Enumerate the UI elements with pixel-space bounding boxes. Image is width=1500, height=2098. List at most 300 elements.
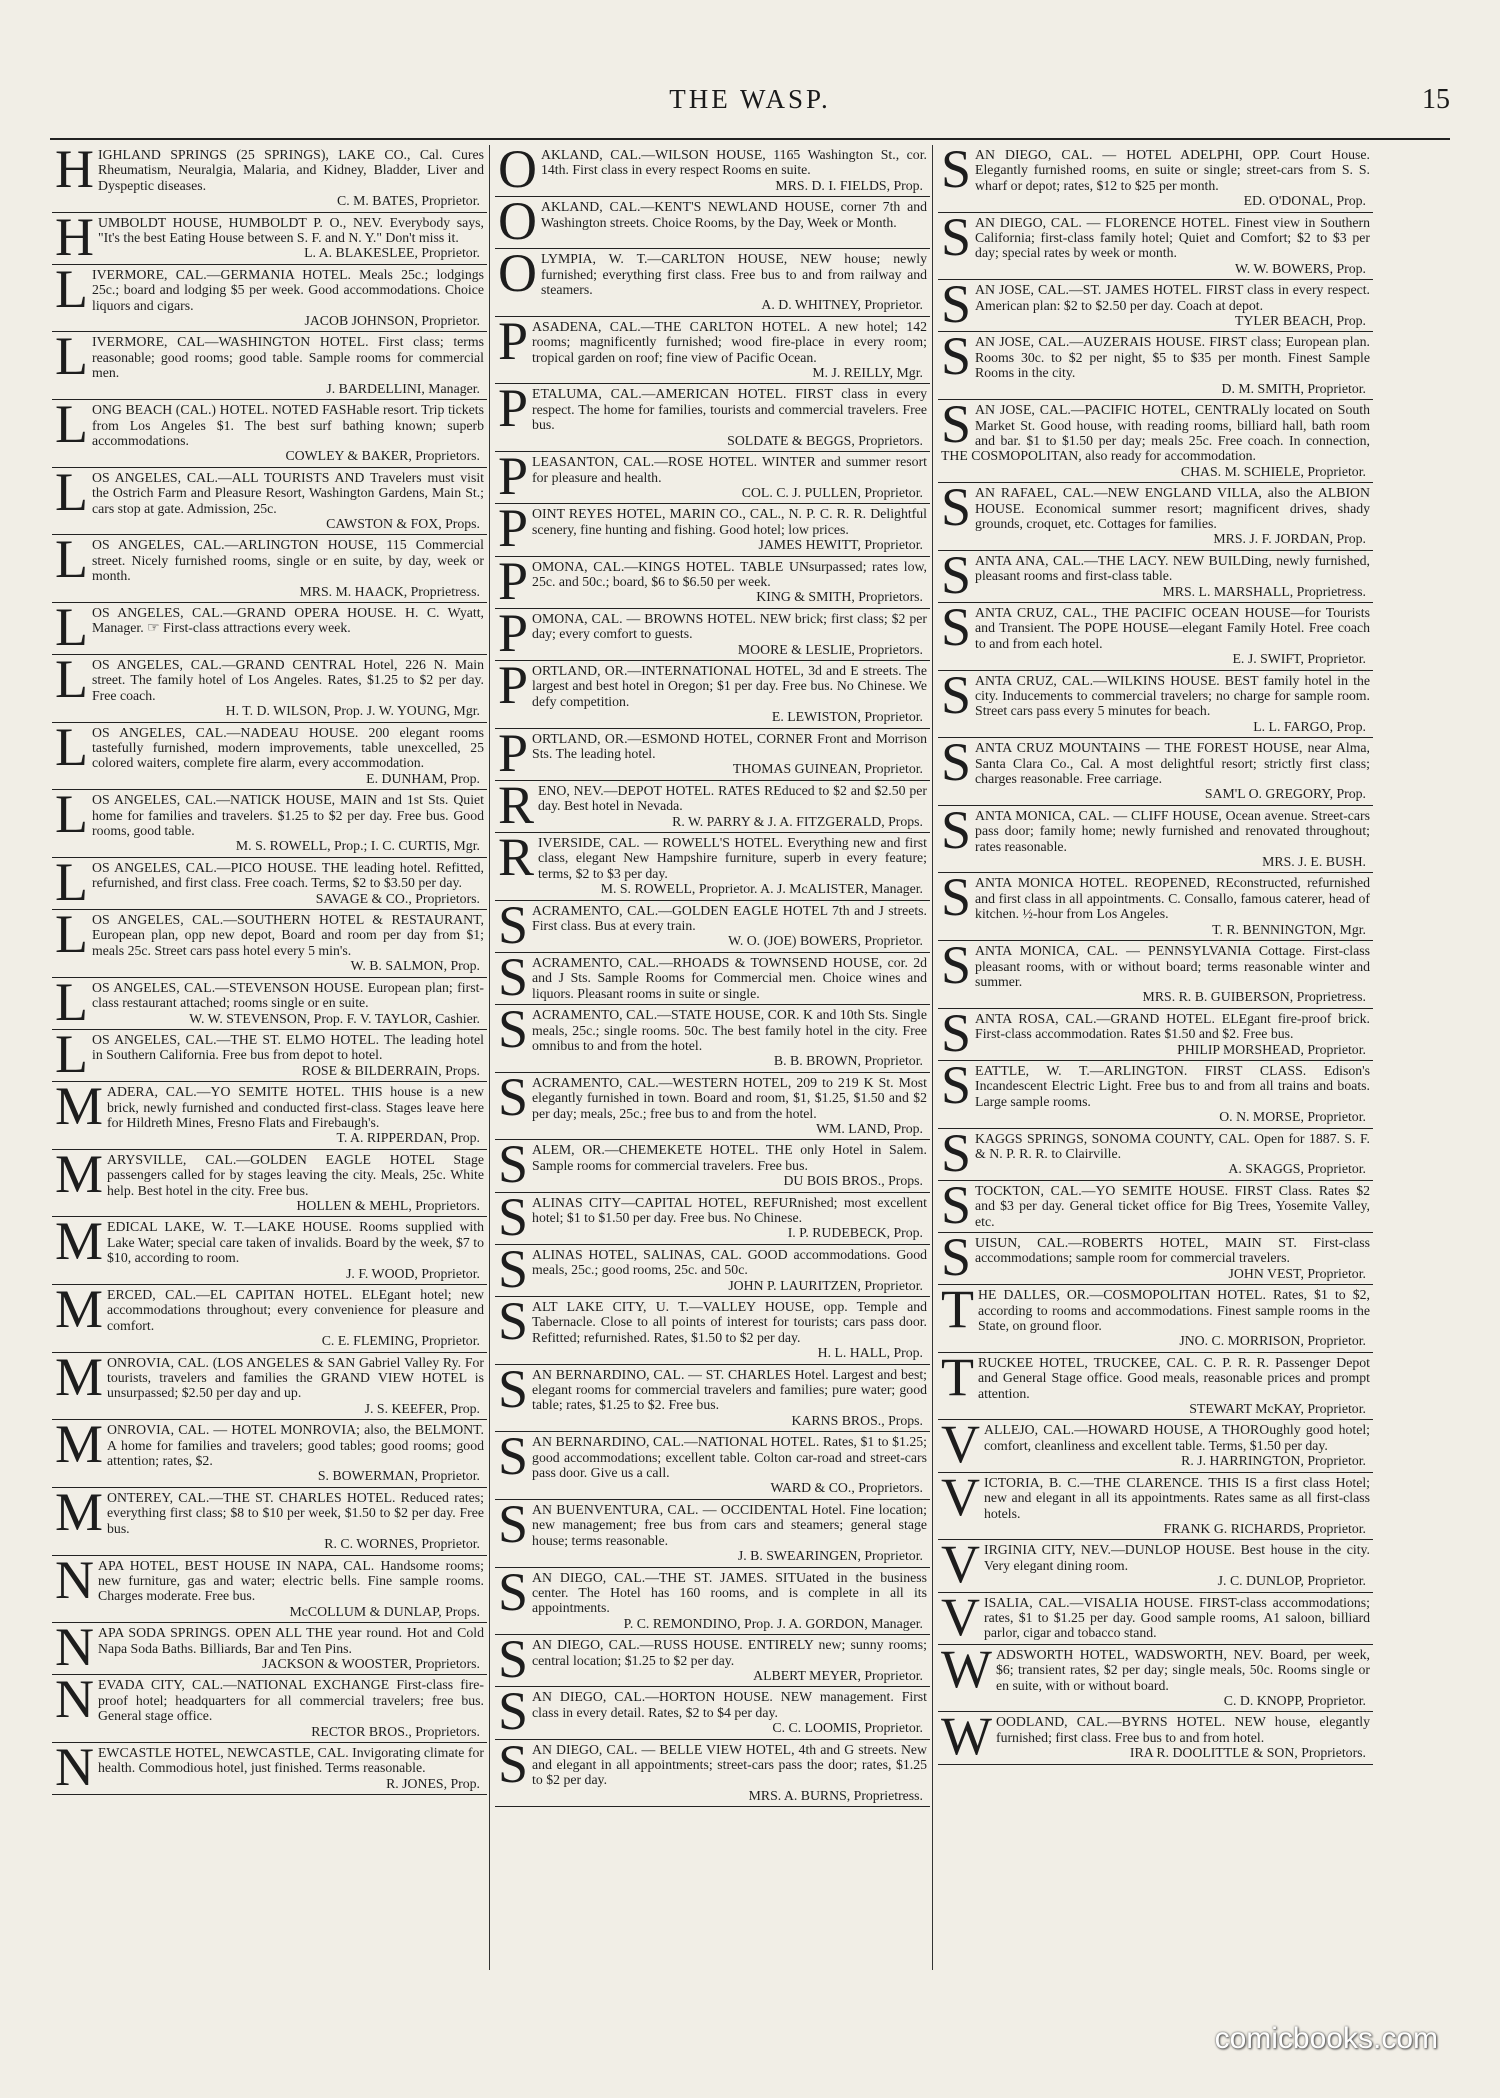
hotel-listing [495, 729, 930, 781]
hotel-listing [52, 858, 487, 910]
hotel-listing [495, 1568, 930, 1636]
listing-text: IVERSIDE, CAL. — ROWELL'S HOTEL. Everything new and first class, elegant New Hampshire furniture, superb in every feature; terms, $2 to $3 per day. [538, 835, 927, 881]
hotel-listing [495, 781, 930, 833]
listing-text: AN DIEGO, CAL.—RUSS HOUSE. ENTIRELY new; sunny rooms; central location; $1.25 to $2 per day. [532, 1637, 927, 1668]
hotel-listing [495, 504, 930, 556]
listing-text: OS ANGELES, CAL.—ALL TOURISTS AND Travelers must visit the Ostrich Farm and Pleasure Resort, Washington Gardens, Main St.; cars stop at gate. Admission, 25c. [92, 469, 484, 516]
proprietor-line: HOLLEN & MEHL, Proprietors. [296, 1197, 480, 1213]
proprietor-line: M. S. ROWELL, Prop.; I. C. CURTIS, Mgr. [235, 838, 480, 854]
listing-text: ACRAMENTO, CAL.—STATE HOUSE, COR. K and 10th Sts. Single meals, 25c.; single rooms. 50c. The best family hotel in the city. Free omnibus to and from the hotel. [532, 1007, 927, 1053]
proprietor-line: H. T. D. WILSON, Prop. J. W. YOUNG, Mgr. [225, 703, 480, 719]
hotel-listing [52, 978, 487, 1030]
hotel-listing [495, 452, 930, 504]
hotel-listing [495, 1635, 930, 1687]
hotel-listing [52, 655, 487, 723]
drop-cap-initial: M [55, 1149, 104, 1204]
drop-cap-initial: S [941, 738, 972, 793]
listing-text: OS ANGELES, CAL.—NADEAU HOUSE. 200 elegant rooms tastefully furnished, modern improvements, table unexcelled, 25 colored waiters, complete fire alarm, every accommodation. [92, 724, 484, 771]
drop-cap-initial: S [498, 1192, 529, 1245]
proprietor-line: C. C. LOOMIS, Proprietor. [772, 1720, 923, 1736]
hotel-listing [938, 1712, 1373, 1764]
proprietor-line: J. B. SWEARINGEN, Proprietor. [737, 1548, 923, 1564]
listing-text: AKLAND, CAL.—WILSON HOUSE, 1165 Washington St., cor. 14th. First class in every respect Rooms en suite. [541, 147, 927, 178]
listing-text: AN BERNARDINO, CAL. — ST. CHARLES Hotel. Largest and best; elegant rooms for commercial travelers and families; pure water; good table; rates, $1.25 to $2. Free bus. [532, 1366, 927, 1413]
hotel-listing [495, 1432, 930, 1500]
hotel-listing [52, 1285, 487, 1353]
page-number: 15 [1422, 84, 1450, 115]
drop-cap-initial: V [941, 1540, 980, 1593]
hotel-listing [938, 1593, 1373, 1645]
listing-text: ERCED, CAL.—EL CAPITAN HOTEL. ELEgant hotel; new accommodations throughout; every convenience for pleasure and comfort. [107, 1287, 484, 1333]
drop-cap-initial: N [55, 1555, 94, 1610]
drop-cap-initial: L [55, 264, 88, 319]
hotel-listing [938, 483, 1373, 551]
hotel-listing [938, 873, 1373, 941]
drop-cap-initial: S [941, 1180, 972, 1233]
proprietor-line: MRS. L. MARSHALL, Proprietress. [1162, 583, 1366, 599]
listing-text: ONROVIA, CAL. (LOS ANGELES & SAN Gabriel Valley Ry. For tourists, travelers and families the GRAND VIEW HOTEL is unsurpassed; $2.50 per day and up. [107, 1354, 484, 1401]
listing-text: ANTA MONICA, CAL. — CLIFF HOUSE, Ocean avenue. Street-cars pass door; family home; newly furnished and renovated throughout; rates reasonable. [975, 807, 1370, 854]
listing-text: EDICAL LAKE, W. T.—LAKE HOUSE. Rooms supplied with Lake Water; special care taken of invalids. Board by the week, $7 to $10, according to room. [107, 1219, 484, 1266]
drop-cap-initial: S [941, 602, 972, 657]
listing-text: ISALIA, CAL.—VISALIA HOUSE. FIRST-class accommodations; rates, $1 to $1.25 per day. Good sample rooms, A1 saloon, billiard parlor, cigar and tobacco stand. [984, 1594, 1370, 1641]
listing-text: KAGGS SPRINGS, SONOMA COUNTY, CAL. Open for 1887. S. F. & N. P. R. R. to Clairville. [975, 1130, 1370, 1161]
proprietor-line: W. O. (JOE) BOWERS, Proprietor. [728, 933, 923, 949]
proprietor-line: MRS. J. E. BUSH. [1262, 854, 1366, 870]
listing-text: ONROVIA, CAL. — HOTEL MONROVIA; also, the BELMONT. A home for families and travelers; good tables; good rooms; good attention; rates, $2. [107, 1422, 484, 1469]
drop-cap-initial: M [55, 1285, 104, 1339]
drop-cap-initial: V [941, 1592, 980, 1645]
proprietor-line: A. D. WHITNEY, Proprietor. [761, 297, 923, 313]
proprietor-line: R. JONES, Prop. [386, 1775, 480, 1791]
hotel-listing [52, 265, 487, 333]
hotel-listing [52, 723, 487, 791]
drop-cap-initial: P [498, 504, 529, 557]
drop-cap-initial: P [498, 384, 529, 439]
listing-text: EATTLE, W. T.—ARLINGTON. FIRST CLASS. Edison's Incandescent Electric Light. Free bus to and from all trains and boats. Large sample rooms. [975, 1062, 1370, 1109]
hotel-listing [495, 1687, 930, 1739]
hotel-listing [938, 738, 1373, 806]
hotel-listing [495, 384, 930, 452]
proprietor-line: C. D. KNOPP, Proprietor. [1223, 1692, 1366, 1708]
proprietor-line: E. LEWISTON, Proprietor. [771, 709, 923, 725]
hotel-listing [938, 280, 1373, 332]
proprietor-line: MRS. R. B. GUIBERSON, Proprietress. [1142, 989, 1366, 1005]
hotel-listing [52, 1082, 487, 1150]
proprietor-line: SAM'L O. GREGORY, Prop. [1204, 786, 1366, 802]
listing-text: OS ANGELES, CAL.—GRAND CENTRAL Hotel, 226 N. Main street. The family hotel of Los Angeles. Rates, $1.25 to $2 per day. Free coach. [92, 656, 484, 703]
proprietor-line: J. C. DUNLOP, Proprietor. [1217, 1573, 1366, 1589]
drop-cap-initial: P [498, 452, 529, 505]
drop-cap-initial: H [55, 145, 94, 199]
drop-cap-initial: N [55, 1623, 94, 1676]
listing-text: ENO, NEV.—DEPOT HOTEL. RATES REduced to $2 and $2.50 per day. Best hotel in Nevada. [538, 782, 927, 814]
publication-title: THE WASP. [669, 84, 831, 114]
drop-cap-initial: L [55, 857, 88, 911]
drop-cap-initial: L [55, 910, 88, 965]
hotel-listing [938, 551, 1373, 603]
proprietor-line: MRS. D. I. FIELDS, Prop. [775, 177, 923, 193]
hotel-listing [938, 1540, 1373, 1592]
listing-text: AN DIEGO, CAL. — HOTEL ADELPHI, OPP. Court House. Elegantly furnished rooms, en suite or single; street-cars from S. S. wharf or depot; rates, $12 to $25 per month. [975, 147, 1370, 193]
drop-cap-initial: S [941, 145, 972, 199]
hotel-listing [495, 1140, 930, 1192]
hotel-listing [52, 1623, 487, 1675]
ad-column-3 [938, 145, 1373, 1765]
drop-cap-initial: L [55, 790, 88, 845]
listing-text: ONG BEACH (CAL.) HOTEL. NOTED FASHable resort. Trip tickets from Los Angeles $1. The best surf bathing known; superb accommodations. [92, 402, 484, 448]
drop-cap-initial: R [498, 833, 535, 888]
hotel-listing [52, 332, 487, 400]
proprietor-line: KING & SMITH, Proprietors. [756, 589, 923, 605]
drop-cap-initial: P [498, 316, 529, 371]
drop-cap-initial: O [498, 249, 537, 304]
drop-cap-initial: S [498, 1432, 529, 1487]
listing-text: ALINAS HOTEL, SALINAS, CAL. GOOD accommodations. Good meals, 25c.; good rooms, 25c. and 50c. [532, 1246, 927, 1278]
proprietor-line: ALBERT MEYER, Proprietor. [753, 1667, 923, 1683]
hotel-listing [938, 1061, 1373, 1129]
hotel-listing [52, 1030, 487, 1082]
hotel-listing [495, 557, 930, 609]
proprietor-line: COWLEY & BAKER, Proprietors. [285, 448, 480, 464]
proprietor-line: JAMES HEWITT, Proprietor. [758, 537, 923, 553]
hotel-listing [495, 1740, 930, 1808]
listing-text: ONTEREY, CAL.—THE ST. CHARLES HOTEL. Reduced rates; everything first class; $8 to $10 per week, $1.50 to $2 per day. Free bus. [107, 1489, 484, 1536]
proprietor-line: KARNS BROS., Props. [791, 1412, 923, 1428]
proprietor-line: COL. C. J. PULLEN, Proprietor. [741, 484, 923, 500]
drop-cap-initial: M [55, 1082, 104, 1137]
hotel-listing [938, 213, 1373, 281]
hotel-listing [495, 953, 930, 1005]
listing-text: HE DALLES, OR.—COSMOPOLITAN HOTEL. Rates, $1 to $2, according to rooms and accommodations. Finest sample rooms in the State, on ground floor. [978, 1287, 1370, 1334]
hotel-listing [52, 1743, 487, 1795]
hotel-listing [495, 197, 930, 249]
hotel-listing [52, 1420, 487, 1488]
drop-cap-initial: M [55, 1420, 104, 1475]
proprietor-line: W. W. BOWERS, Prop. [1235, 260, 1366, 276]
listing-text: RUCKEE HOTEL, TRUCKEE, CAL. C. P. R. R. Passenger Depot and General Stage office. Good meals, reasonable prices and prompt attention. [978, 1354, 1370, 1401]
proprietor-line: MRS. J. F. JORDAN, Prop. [1213, 531, 1366, 547]
proprietor-line: H. L. HALL, Prop. [817, 1345, 923, 1361]
listing-text: IGHLAND SPRINGS (25 SPRINGS), LAKE CO., Cal. Cures Rheumatism, Neuralgia, Malaria, and Kidney, Bladder, Liver and Dyspeptic diseases. [98, 147, 484, 193]
proprietor-line: MRS. A. BURNS, Proprietress. [748, 1787, 923, 1803]
drop-cap-initial: L [55, 722, 88, 777]
hotel-listing [52, 1488, 487, 1556]
listing-text: ALINAS CITY—CAPITAL HOTEL, REFURnished; most excellent hotel; $1 to $1.50 per day. Free bus. No Chinese. [532, 1194, 927, 1225]
listing-text: OS ANGELES, CAL.—GRAND OPERA HOUSE. H. C. Wyatt, Manager. ☞ First-class attractions every week. [92, 604, 484, 636]
proprietor-line: THOMAS GUINEAN, Proprietor. [732, 761, 923, 777]
listing-text: APA HOTEL, BEST HOUSE IN NAPA, CAL. Handsome rooms; new furniture, gas and water; electric bells. Fine sample rooms. Charges moderate. Free bus. [98, 1557, 484, 1604]
hotel-listing [495, 1005, 930, 1073]
listing-text: OS ANGELES, CAL.—NATICK HOUSE, MAIN and 1st Sts. Quiet home for families and travelers. $1.25 to $2 per day. Free bus. Good rooms, good table. [92, 792, 484, 839]
listing-text: IVERMORE, CAL—WASHINGTON HOTEL. First class; terms reasonable; good rooms; good table. Sample rooms for commercial men. [92, 334, 484, 381]
hotel-listing [52, 1217, 487, 1285]
hotel-listing [52, 910, 487, 978]
drop-cap-initial: S [498, 1244, 529, 1297]
listing-text: ALLEJO, CAL.—HOWARD HOUSE, A THOROughly good hotel; comfort, cleanliness and excellent table. Terms, $1.50 per day. [984, 1422, 1370, 1453]
proprietor-line: JOHN P. LAURITZEN, Proprietor. [728, 1277, 923, 1293]
hotel-listing [938, 1473, 1373, 1541]
listing-text: OS ANGELES, CAL.—SOUTHERN HOTEL & RESTAURANT, European plan, opp new depot, Board and room per day from $1; meals 25c. Street cars pass hotel every 5 min's. [92, 912, 484, 958]
listing-text: OODLAND, CAL.—BYRNS HOTEL. NEW house, elegantly furnished; first class. Free bus to and from hotel. [995, 1714, 1370, 1745]
listing-text: OMONA, CAL.—KINGS HOTEL. TABLE UNsurpassed; rates low, 25c. and 50c.; board, $6 to $6.50 per week. [532, 558, 927, 589]
hotel-listing [938, 1645, 1373, 1713]
hotel-listing [495, 249, 930, 317]
hotel-listing [938, 400, 1373, 483]
proprietor-line: W. B. SALMON, Prop. [350, 958, 480, 974]
drop-cap-initial: S [941, 1008, 972, 1061]
hotel-listing [495, 661, 930, 729]
drop-cap-initial: S [941, 483, 972, 538]
drop-cap-initial: P [498, 660, 529, 715]
drop-cap-initial: L [55, 400, 88, 455]
proprietor-line: T. R. BENNINGTON, Mgr. [1212, 921, 1366, 937]
listing-text: ETALUMA, CAL.—AMERICAN HOTEL. FIRST class in every respect. The home for families, tourists and commercial travelers. Free bus. [532, 386, 927, 433]
proprietor-line: B. B. BROWN, Proprietor. [773, 1053, 923, 1069]
listing-text: AN BERNARDINO, CAL.—NATIONAL HOTEL. Rates, $1 to $1.25; good accommodations; excellent table. Colton car-road and street-cars pass door. Give us a call. [532, 1434, 927, 1481]
proprietor-line: JACKSON & WOOSTER, Proprietors. [262, 1655, 480, 1671]
proprietor-line: A. SKAGGS, Proprietor. [1228, 1161, 1366, 1177]
listing-text: AN JOSE, CAL.—AUZERAIS HOUSE. FIRST class; European plan. Rooms 30c. to $2 per night, $5 to $35 per month. Finest Sample Rooms in the city. [975, 334, 1370, 381]
listing-text: ANTA MONICA, CAL. — PENNSYLVANIA Cottage. First-class pleasant rooms, with or without board; terms reasonable winter and summer. [975, 943, 1370, 989]
proprietor-line: I. P. RUDEBECK, Prop. [787, 1225, 923, 1241]
hotel-listing [52, 213, 487, 265]
hotel-listing [495, 317, 930, 385]
proprietor-line: J. S. KEEFER, Prop. [364, 1400, 480, 1416]
drop-cap-initial: S [498, 1739, 529, 1794]
drop-cap-initial: M [55, 1352, 104, 1407]
proprietor-line: R. W. PARRY & J. A. FITZGERALD, Props. [672, 813, 923, 829]
proprietor-line: JACOB JOHNSON, Proprietor. [304, 313, 480, 329]
hotel-listing [495, 1365, 930, 1433]
listing-text: AN BUENVENTURA, CAL. — OCCIDENTAL Hotel. Fine location; new management; free bus from cars and steamers; general stage house; terms reasonable. [532, 1501, 927, 1548]
column-divider [932, 145, 933, 1970]
hotel-listing [52, 535, 487, 603]
proprietor-line: R. J. HARRINGTON, Proprietor. [1181, 1453, 1366, 1469]
proprietor-line: J. F. WOOD, Proprietor. [346, 1265, 480, 1281]
drop-cap-initial: T [941, 1285, 974, 1340]
watermark: comicbooks.com [1214, 2022, 1438, 2055]
page-header [50, 84, 1450, 124]
listing-text: ACRAMENTO, CAL.—GOLDEN EAGLE HOTEL 7th and J streets. First class. Bus at every train. [532, 902, 927, 934]
proprietor-line: DU BOIS BROS., Props. [783, 1173, 923, 1189]
listing-text: IVERMORE, CAL.—GERMANIA HOTEL. Meals 25c.; lodgings 25c.; board and lodging $5 per week. Good accommodations. Choice liquors and cigars. [92, 266, 484, 313]
proprietor-line: CHAS. M. SCHIELE, Proprietor. [1180, 463, 1366, 479]
listing-text: AN DIEGO, CAL. — BELLE VIEW HOTEL, 4th and G streets. New and elegant in all appointments; street-cars pass the door; rates, $1.25 to $2 per day. [532, 1741, 927, 1788]
hotel-listing [495, 1297, 930, 1365]
listing-text: ASADENA, CAL.—THE CARLTON HOTEL. A new hotel; 142 rooms; magnificently furnished; wood fire-place in every room; tropical garden on roof; fine view of Pacific Ocean. [532, 318, 927, 365]
proprietor-line: ROSE & BILDERRAIN, Props. [301, 1062, 480, 1078]
drop-cap-initial: S [498, 1635, 529, 1688]
proprietor-line: MOORE & LESLIE, Proprietors. [737, 641, 923, 657]
proprietor-line: L. L. FARGO, Prop. [1253, 718, 1366, 734]
drop-cap-initial: L [55, 1029, 88, 1083]
listing-text: ADERA, CAL.—YO SEMITE HOTEL. THIS house is a new brick, newly furnished and conducted first-class. Stages leave here for Hildreth Mines, Fresno Flats and Firebaugh's. [107, 1084, 484, 1130]
listing-text: AN DIEGO, CAL. — FLORENCE HOTEL. Finest view in Southern California; first-class family hotel; Quiet and Comfort; $2 to $3 per day; special rates by week or month. [975, 214, 1370, 261]
drop-cap-initial: M [55, 1487, 104, 1542]
hotel-listing [52, 1150, 487, 1218]
listing-text: EVADA CITY, CAL.—NATIONAL EXCHANGE First-class fire-proof hotel; headquarters for all commercial travelers; free bus. General stage office. [98, 1677, 484, 1724]
drop-cap-initial: P [498, 728, 529, 781]
ad-column-2 [495, 145, 930, 1807]
drop-cap-initial: L [55, 332, 88, 387]
drop-cap-initial: V [941, 1420, 980, 1473]
drop-cap-initial: S [941, 400, 972, 455]
proprietor-line: JOHN VEST, Proprietor. [1228, 1265, 1366, 1281]
drop-cap-initial: S [498, 1499, 529, 1554]
listing-text: ACRAMENTO, CAL.—RHOADS & TOWNSEND HOUSE, cor. 2d and J Sts. Sample Rooms for Commercial men. Choice wines and liquors. Pleasant rooms in suite or single. [532, 954, 927, 1001]
proprietor-line: STEWART McKAY, Proprietor. [1189, 1401, 1366, 1417]
hotel-listing [52, 790, 487, 858]
proprietor-line: O. N. MORSE, Proprietor. [1219, 1109, 1366, 1125]
hotel-listing [52, 468, 487, 536]
proprietor-line: C. M. BATES, Proprietor. [337, 193, 480, 209]
proprietor-line: RECTOR BROS., Proprietors. [311, 1723, 480, 1739]
drop-cap-initial: N [55, 1675, 94, 1730]
drop-cap-initial: S [941, 1128, 972, 1181]
hotel-listing [938, 145, 1373, 213]
hotel-listing [938, 671, 1373, 739]
drop-cap-initial: L [55, 602, 88, 655]
column-divider [489, 145, 490, 1970]
listing-text: AN JOSE, CAL.—PACIFIC HOTEL, CENTRALly located on South Market St. Good house, with reading rooms, billiard hall, bath room and bar. $1 to $1.50 per day; meals 25c. Free coach. In connection, THE COSMOPOLITAN, also ready for accommodation. [941, 402, 1370, 464]
drop-cap-initial: S [498, 1005, 529, 1060]
drop-cap-initial: S [498, 952, 529, 1006]
drop-cap-initial: S [941, 1233, 972, 1286]
hotel-listing [495, 609, 930, 661]
listing-text: ADSWORTH HOTEL, WADSWORTH, NEV. Board, per week, $6; transient rates, $2 per day; single meals, 50c. Rooms single or en suite, with or without board. [995, 1646, 1370, 1693]
listing-text: OS ANGELES, CAL.—PICO HOUSE. THE leading hotel. Refitted, refurnished, and first class. Free coach. Terms, $2 to $3.50 per day. [92, 859, 484, 891]
drop-cap-initial: L [55, 535, 88, 590]
listing-text: LEASANTON, CAL.—ROSE HOTEL. WINTER and summer resort for pleasure and health. [532, 454, 927, 485]
drop-cap-initial: W [941, 1644, 992, 1699]
drop-cap-initial: L [55, 467, 88, 522]
hotel-listing [938, 941, 1373, 1009]
hotel-listing [52, 145, 487, 213]
proprietor-line: J. BARDELLINI, Manager. [326, 380, 480, 396]
drop-cap-initial: S [498, 1072, 529, 1127]
drop-cap-initial: O [498, 145, 537, 198]
proprietor-line: L. A. BLAKESLEE, Proprietor. [304, 245, 480, 261]
hotel-listing [495, 145, 930, 197]
drop-cap-initial: P [498, 608, 529, 661]
proprietor-line: ED. O'DONAL, Prop. [1243, 193, 1366, 209]
proprietor-line: TYLER BEACH, Prop. [1234, 313, 1366, 329]
hotel-listing [938, 332, 1373, 400]
hotel-listing [495, 833, 930, 901]
drop-cap-initial: N [55, 1742, 94, 1796]
hotel-listing [938, 806, 1373, 874]
drop-cap-initial: L [55, 977, 88, 1030]
listing-text: AN JOSE, CAL.—ST. JAMES HOTEL. FIRST class in every respect. American plan: $2 to $2.50 per day. Coach at depot. [975, 282, 1370, 313]
listing-text: ARYSVILLE, CAL.—GOLDEN EAGLE HOTEL Stage passengers called for by stages leaving the city. Meals, 25c. White help. Best hotel in the city. Free bus. [107, 1151, 484, 1198]
proprietor-line: E. DUNHAM, Prop. [366, 770, 480, 786]
drop-cap-initial: S [941, 1060, 972, 1115]
drop-cap-initial: S [498, 900, 529, 953]
proprietor-line: SOLDATE & BEGGS, Proprietors. [727, 432, 923, 448]
hotel-listing [938, 1420, 1373, 1472]
drop-cap-initial: M [55, 1217, 104, 1272]
hotel-listing [938, 1285, 1373, 1353]
hotel-listing [495, 1073, 930, 1141]
drop-cap-initial: S [941, 550, 972, 603]
hotel-listing [495, 1500, 930, 1568]
listing-text: ORTLAND, OR.—ESMOND HOTEL, CORNER Front and Morrison Sts. The leading hotel. [532, 730, 927, 761]
proprietor-line: McCOLLUM & DUNLAP, Props. [289, 1603, 480, 1619]
proprietor-line: JNO. C. MORRISON, Proprietor. [1179, 1333, 1366, 1349]
hotel-listing [52, 1353, 487, 1421]
drop-cap-initial: S [498, 1140, 529, 1193]
listing-text: ORTLAND, OR.—INTERNATIONAL HOTEL, 3d and E streets. The largest and best hotel in Oregon; $1 per day. Free bus. No Chinese. We defy competition. [532, 662, 927, 709]
listing-text: ANTA ANA, CAL.—THE LACY. NEW BUILDing, newly furnished, pleasant rooms and first-class table. [975, 552, 1370, 584]
hotel-listing [938, 1181, 1373, 1233]
drop-cap-initial: S [941, 941, 972, 996]
proprietor-line: S. BOWERMAN, Proprietor. [317, 1468, 480, 1484]
hotel-listing [938, 603, 1373, 671]
listing-text: AN RAFAEL, CAL.—NEW ENGLAND VILLA, also the ALBION HOUSE. Economical summer resort; magnificent drives, shady grounds, croquet, etc. Cottages for families. [975, 485, 1370, 531]
drop-cap-initial: V [941, 1472, 980, 1527]
hotel-listing [52, 1556, 487, 1624]
proprietor-line: R. C. WORNES, Proprietor. [324, 1536, 480, 1552]
proprietor-line: D. M. SMITH, Proprietor. [1221, 380, 1366, 396]
hotel-listing [938, 1233, 1373, 1285]
hotel-listing [52, 603, 487, 655]
drop-cap-initial: S [941, 873, 972, 928]
drop-cap-initial: L [55, 654, 88, 709]
listing-text: ACRAMENTO, CAL.—WESTERN HOTEL, 209 to 219 K St. Most elegantly furnished in town. Board and room, $1, $1.25, $1.50 and $2 per day; meals, 25c.; free bus to and from the hotel. [532, 1074, 927, 1121]
listing-text: AKLAND, CAL.—KENT'S NEWLAND HOUSE, corner 7th and Washington streets. Choice Rooms, by the Day, Week or Month. [541, 199, 927, 230]
listing-text: TOCKTON, CAL.—YO SEMITE HOUSE. FIRST Class. Rates $2 and $3 per day. General ticket office for Big Trees, Yosemite Valley, etc. [975, 1182, 1370, 1229]
proprietor-line: FRANK G. RICHARDS, Proprietor. [1163, 1520, 1366, 1536]
listing-text: ICTORIA, B. C.—THE CLARENCE. THIS IS a first class Hotel; new and elegant in all its appointments. Rates same as all first-class hotels. [984, 1474, 1370, 1521]
drop-cap-initial: P [498, 556, 529, 609]
listing-text: AN DIEGO, CAL.—HORTON HOUSE. NEW management. First class in every detail. Rates, $2 to $4 per day. [532, 1689, 927, 1720]
hotel-listing [52, 1675, 487, 1743]
drop-cap-initial: S [498, 1567, 529, 1622]
drop-cap-initial: S [941, 805, 972, 860]
hotel-listing [495, 901, 930, 953]
hotel-listing [938, 1353, 1373, 1421]
drop-cap-initial: S [941, 212, 972, 267]
listing-text: ANTA ROSA, CAL.—GRAND HOTEL. ELEgant fire-proof brick. First-class accommodation. Rates $1.50 and $2. Free bus. [975, 1010, 1370, 1042]
drop-cap-initial: S [498, 1687, 529, 1740]
listing-text: ANTA MONICA HOTEL. REOPENED, REconstructed, refurnished and first class in all appointments. C. Consallo, famous caterer, head of kitchen. ½-hour from Los Angeles. [975, 875, 1370, 922]
listing-text: ANTA CRUZ, CAL.—WILKINS HOUSE. BEST family hotel in the city. Inducements to commercial travelers; no charge for sample room. Street cars pass every 5 minutes for beach. [975, 672, 1370, 719]
proprietor-line: P. C. REMONDINO, Prop. J. A. GORDON, Manager. [623, 1615, 923, 1631]
listing-text: OS ANGELES, CAL.—THE ST. ELMO HOTEL. The leading hotel in Southern California. Free bus from depot to hotel. [92, 1031, 484, 1063]
listing-text: ANTA CRUZ, CAL., THE PACIFIC OCEAN HOUSE—for Tourists and Transient. The POPE HOUSE—elegant Family Hotel. Free coach to and from each hotel. [975, 604, 1370, 651]
hotel-listing [495, 1245, 930, 1297]
proprietor-line: C. E. FLEMING, Proprietor. [321, 1333, 480, 1349]
proprietor-line: M. J. REILLY, Mgr. [812, 365, 923, 381]
drop-cap-initial: S [498, 1297, 529, 1351]
drop-cap-initial: S [941, 280, 972, 333]
listing-text: OS ANGELES, CAL.—ARLINGTON HOUSE, 115 Commercial street. Nicely furnished rooms, single or en suite, by day, week or month. [92, 537, 484, 584]
listing-text: OS ANGELES, CAL.—STEVENSON HOUSE. European plan; first-class restaurant attached; rooms single or en suite. [92, 979, 484, 1011]
listing-text: UMBOLDT HOUSE, HUMBOLDT P. O., NEV. Everybody says, "It's the best Eating House between S. F. and N. Y." Don't miss it. [98, 214, 484, 246]
drop-cap-initial: O [498, 197, 537, 250]
drop-cap-initial: S [941, 332, 972, 387]
proprietor-line: PHILIP MORSHEAD, Proprietor. [1177, 1041, 1366, 1057]
listing-text: LYMPIA, W. T.—CARLTON HOUSE, NEW house; newly furnished; everything first class. Free bus to and from railway and steamers. [541, 251, 927, 298]
proprietor-line: WM. LAND, Prop. [816, 1120, 923, 1136]
listing-text: IRGINIA CITY, NEV.—DUNLOP HOUSE. Best house in the city. Very elegant dining room. [984, 1542, 1370, 1573]
listing-text: APA SODA SPRINGS. OPEN ALL THE year round. Hot and Cold Napa Soda Baths. Billiards, Bar and Ten Pins. [98, 1625, 484, 1656]
proprietor-line: SAVAGE & CO., Proprietors. [315, 890, 480, 906]
hotel-listing [52, 400, 487, 468]
proprietor-line: IRA R. DOOLITTLE & SON, Proprietors. [1129, 1745, 1366, 1761]
hotel-listing [938, 1129, 1373, 1181]
